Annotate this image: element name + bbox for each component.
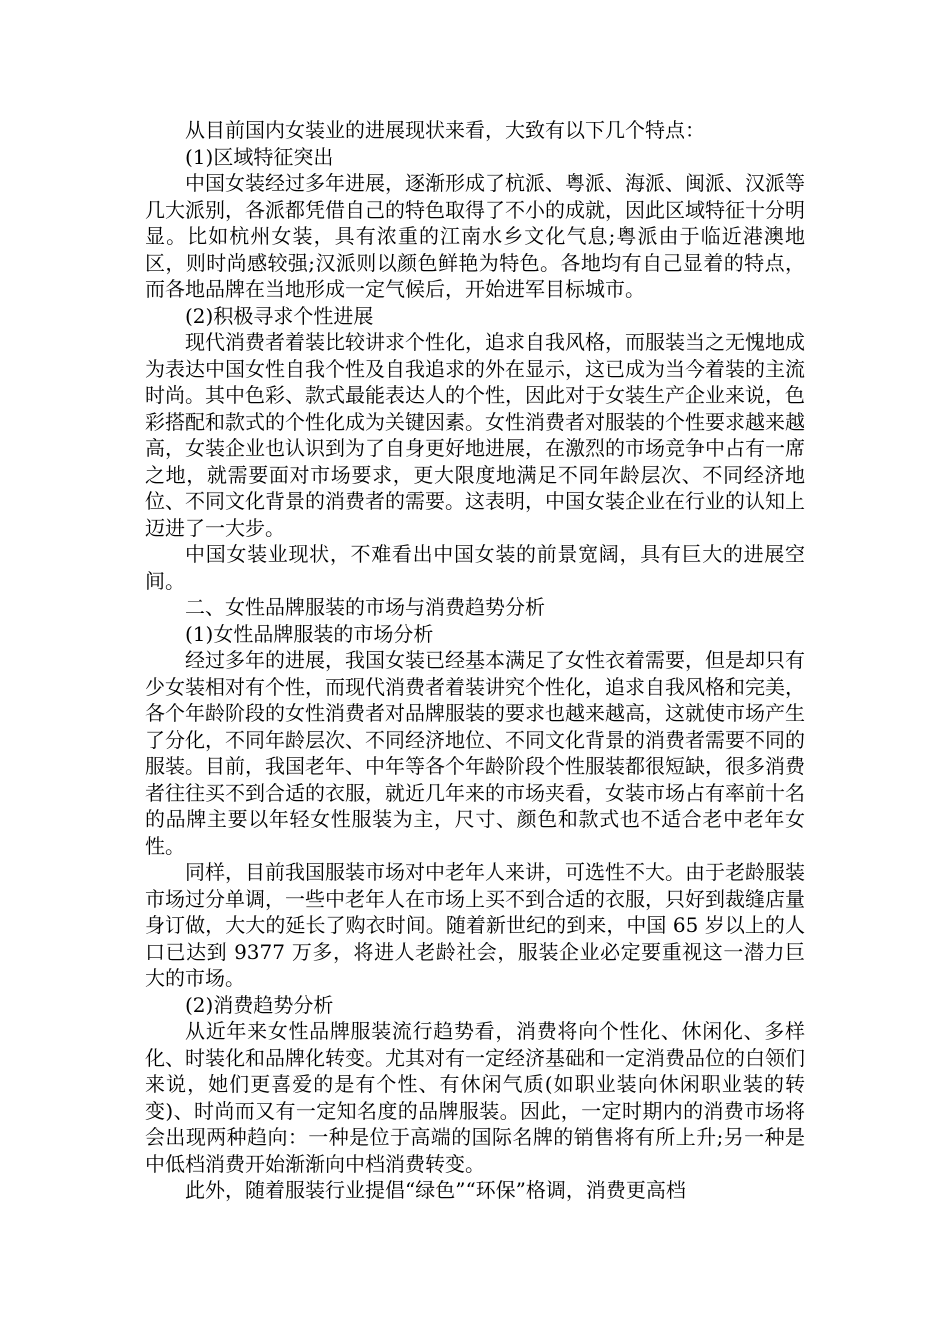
paragraph-summary: 中国女装业现状，不难看出中国女装的前景宽阔，具有巨大的进展空间。 — [145, 542, 805, 593]
subheading-market-analysis: (1)女性品牌服装的市场分析 — [185, 621, 434, 646]
paragraph-regional-features: 中国女装经过多年进展，逐渐形成了杭派、粤派、海派、闽派、汉派等几大派别，各派都凭借自己的特色取得了不小的成就，因此区域特征十分明显。比如杭州女装，具有浓重的江南水乡文化气息;粤派由于临近港澳地区，则时尚感较强;汉派则以颜色鲜艳为特色。各地均有自己显着的特点，而各地品牌在当地形成一定气候后，开始进军目标城市。 — [145, 171, 805, 301]
paragraph-individuality: 现代消费者着装比较讲求个性化，追求自我风格，而服装当之无愧地成为表达中国女性自我个性及自我追求的外在显示，这已成为当今着装的主流时尚。其中色彩、款式最能表达人的个性，因此对于女装生产企业来说，色彩搭配和款式的个性化成为关键因素。女性消费者对服装的个性要求越来越高，女装企业也认识到为了自身更好地进展，在激烈的市场竞争中占有一席之地，就需要面对市场要求，更大限度地满足不同年龄层次、不同经济地位、不同文化背景的消费者的需要。这表明，中国女装企业在行业的认知上迈进了一大步。 — [145, 330, 805, 540]
subheading-regional-features: (1)区域特征突出 — [185, 144, 334, 169]
subheading-consumption-trends: (2)消费趋势分析 — [185, 992, 334, 1017]
paragraph-consumption-trends: 从近年来女性品牌服装流行趋势看，消费将向个性化、休闲化、多样化、时装化和品牌化转变。尤其对有一定经济基础和一定消费品位的白领们来说，她们更喜爱的是有个性、有休闲气质(如职业装向休闲职业装的转变)、时尚而又有一定知名度的品牌服装。因此，一定时期内的消费市场将会出现两种趋向：一种是位于高端的国际名牌的销售将有所上升;另一种是中低档消费开始渐渐向中档消费转变。 — [145, 1019, 805, 1176]
paragraph-elderly-market: 同样，目前我国服装市场对中老年人来讲，可选性不大。由于老龄服装市场过分单调，一些中老年人在市场上买不到合适的衣服，只好到裁缝店量身订做，大大的延长了购衣时间。随着新世纪的到来，中国 65 岁以上的人口已达到 9377 万多，将进人老龄社会，服装企业必定要重视这一潜力巨大的市场。 — [145, 860, 805, 990]
paragraph-intro: 从目前国内女装业的进展现状来看，大致有以下几个特点： — [185, 118, 705, 142]
paragraph-market-analysis: 经过多年的进展，我国女装已经基本满足了女性衣着需要，但是却只有少女装相对有个性，而现代消费者着装讲究个性化，追求自我风格和完美，各个年龄阶段的女性消费者对品牌服装的要求也越来越高，这就使市场产生了分化，不同年龄层次、不同经济地位、不同文化背景的消费者需要不同的服装。目前，我国老年、中年等各个年龄阶段个性服装都很短缺，很多消费者往往买不到合适的衣服，就近几年来的市场夹看，女装市场占有率前十名的品牌主要以年轻女性服装为主，尺寸、颜色和款式也不适合老中老年女性。 — [145, 648, 805, 858]
paragraph-green-trend: 此外，随着服装行业提倡“绿色”“环保”格调，消费更高档 — [185, 1178, 686, 1202]
subheading-individuality: (2)积极寻求个性进展 — [185, 303, 374, 328]
document-body — [145, 117, 805, 1204]
section-heading-market-trends: 二、女性品牌服装的市场与消费趋势分析 — [185, 595, 545, 619]
